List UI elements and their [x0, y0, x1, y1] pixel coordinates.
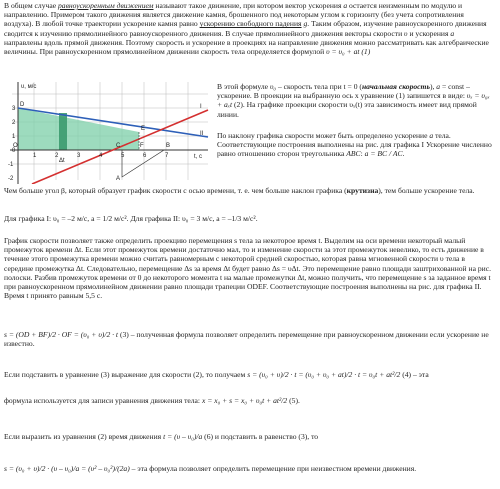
- body-text: Если выразить из уравнения (2) время движения: [4, 432, 164, 441]
- formula-4-paragraph: [4, 370, 494, 379]
- accel-symbol: a: [343, 1, 348, 10]
- body-text: – эта формула позволяет определить перемещение при неизвестном времени движения.: [129, 464, 417, 473]
- formula-7: s = (υ₀ + υ)/2 · (υ – υ₀)/a = (υ² – υ₀²)/(2a): [4, 464, 130, 473]
- body-text: Если подставить в уравнение (3) выражение для скорости (2), то получаем: [4, 370, 248, 379]
- intro-text: остается неизменным по модулю и направлению. Примером такого движения является движение камня, брошенного под некоторым углом к горизонту (без учета сопротивления воздуха). В любой точке траектории ускорение камня равно: [4, 1, 464, 29]
- accel-symbol: a: [436, 82, 441, 91]
- velocity-symbol: υ: [404, 28, 408, 38]
- initial-velocity-term: начальная скорость: [361, 82, 430, 91]
- x-tick: 5: [121, 153, 125, 159]
- y-tick: 2: [12, 120, 16, 126]
- x-tick: 1: [33, 153, 37, 159]
- intro-text: . Таким образом, изучение равноускоренного движения сводится к изучению прямолинейного равноускоренного движения. В случае прямолинейного движения векторы скорости: [4, 19, 487, 38]
- body-text: формула используется для записи уравнения движения тела:: [4, 396, 202, 405]
- body-text: (6) и подставить в равенство (3), то: [202, 432, 319, 441]
- x-tick: 3: [77, 153, 81, 159]
- body-text: (3) – полученная формула позволяет определить перемещение при равноускоренном движении если ускорение не известно.: [4, 330, 489, 349]
- formula-5: x = x₀ + s = x₀ + υ₀t + at²/2: [201, 396, 288, 405]
- axis-t-label: t, с: [194, 154, 203, 160]
- formula-3: s = (OD + BF)/2 · OF = (υ₀ + υ)/2 · t: [4, 330, 119, 339]
- x-tick: 4: [99, 153, 103, 159]
- right-text: ),: [429, 82, 437, 91]
- x-tick: 7: [165, 153, 169, 159]
- right-text: .: [402, 149, 405, 159]
- intro-text: В общем случае: [4, 1, 58, 10]
- intro-paragraph: [4, 1, 494, 56]
- steepness-term: крутизна: [346, 186, 379, 195]
- right-text: По наклону графика скорости может быть определено ускорение: [217, 131, 430, 140]
- y-tick: -1: [8, 162, 14, 168]
- point-f-label: F: [140, 143, 144, 149]
- accel-symbol: a: [429, 131, 434, 140]
- point-d-label: D: [20, 102, 25, 108]
- graph-values-paragraph: Для графика I: υ₀ = –2 м/с, a = 1/2 м/с². Для графика II: υ₀ = 3 м/с, a = –1/3 м/с².: [4, 214, 258, 223]
- formula-5-paragraph: [4, 396, 494, 405]
- formula-3-paragraph: [4, 330, 494, 348]
- point-a-label: A: [116, 176, 121, 182]
- formula-4: s = (υ₀ + υ)/2 · t = (υ₀ + υ₀ + at)/2 · t = υ₀t + at²/2: [247, 370, 401, 379]
- v0-symbol: υ₀: [269, 82, 277, 91]
- body-text: Чем больше угол β, который образует график скорости с осью времени, т. е. чем больше наклон графика (: [4, 186, 347, 195]
- intro-text: и ускорения: [407, 28, 451, 38]
- formula-1: υ = υ₀ + at (1): [326, 47, 371, 57]
- uniform-accel-link[interactable]: равноускоренным движением: [57, 1, 154, 10]
- line-1-label: I: [200, 104, 202, 110]
- body-text: (5).: [287, 396, 300, 405]
- x-tick: 6: [143, 153, 147, 159]
- formula-2: υₓ = υ₀ₓ + aₓt: [217, 91, 490, 110]
- steepness-paragraph: [4, 186, 494, 195]
- point-b-label: B: [166, 143, 171, 149]
- right-text: :: [360, 149, 365, 159]
- intro-text: называют такое движение, при котором вектор ускорения: [153, 1, 344, 10]
- g-symbol: g: [301, 19, 308, 29]
- right-text: = const – ускорение. В проекции на выбранную ось x уравнение (1) запишется в виде:: [217, 82, 470, 101]
- displacement-paragraph: График скорости позволяет также определить проекцию перемещения s тела за некоторое время t. Выделим на оси времени некоторый малый промежуток времени Δt. Если этот промежуток времени достаточно мал, то и изменение скорости за этот промежуток невелико, то есть движение в течение этого промежутка времени можно считать равномерным с некоторой средней скоростью, которая равна мгновенной скорости υ тела в середине промежутка Δt. Следовательно, перемещение Δs за время Δt будет равно Δs = υΔt. Это перемещение равно площади заштрихованной на рис. полоски. Разбив промежуток времени от 0 до некоторого момента t на малые промежутки Δt, можно получить, что перемещение s за заданное время t при равноускоренном прямолинейном движении равно площади трапеции ODEF. Соответствующие построения выполнены на рис. для графика II. Время t принято равным 5,5 с.: [4, 236, 491, 301]
- x-tick: 2: [55, 153, 59, 159]
- body-text: ), тем больше ускорение тела.: [378, 186, 475, 195]
- point-c-label: C: [116, 143, 121, 149]
- y-tick: 3: [12, 106, 16, 112]
- point-o-label: O: [13, 143, 18, 149]
- right-text: – скорость тела при t = 0 (: [276, 82, 362, 91]
- right-paragraph-1: [217, 82, 495, 119]
- delta-t-label: Δt: [59, 158, 65, 164]
- accel-symbol: a: [450, 28, 455, 38]
- right-paragraph-2: [217, 131, 495, 159]
- accel-formula: a = BC / AC: [364, 149, 403, 159]
- formula-7-paragraph: [4, 464, 494, 473]
- delta-t-strip: [59, 113, 67, 150]
- right-text: (2). На графике проекции скорости υₓ(t) эта зависимость имеет вид прямой линии.: [217, 100, 477, 119]
- y-tick: 0: [12, 148, 16, 154]
- intro-text: направлены вдоль прямой движения. Поэтому скорость и ускорение в проекциях на направление движения можно рассматривать как алгебраические величины. При равноускоренном прямолинейном движении скорость тела определяется формулой: [4, 37, 489, 57]
- line-2-label: II: [200, 131, 204, 137]
- y-tick: 1: [12, 134, 16, 140]
- right-text: В этой формуле: [217, 82, 270, 91]
- y-tick: -2: [8, 176, 14, 182]
- point-e-label: E: [141, 126, 146, 132]
- axis-v-label: υ, м/с: [21, 84, 37, 90]
- triangle-name: ABC: [346, 149, 361, 159]
- free-fall-link[interactable]: ускорению свободного падения: [199, 19, 302, 29]
- velocity-graph: [4, 80, 210, 184]
- formula-6: t = (υ – υ₀)/a: [163, 432, 203, 441]
- formula-6-paragraph: [4, 432, 494, 441]
- body-text: (4) – эта: [400, 370, 429, 379]
- right-text: тела. Соответствующие построения выполнены на рис. для графика I Ускорение численно равно отношению сторон треугольника: [217, 131, 492, 159]
